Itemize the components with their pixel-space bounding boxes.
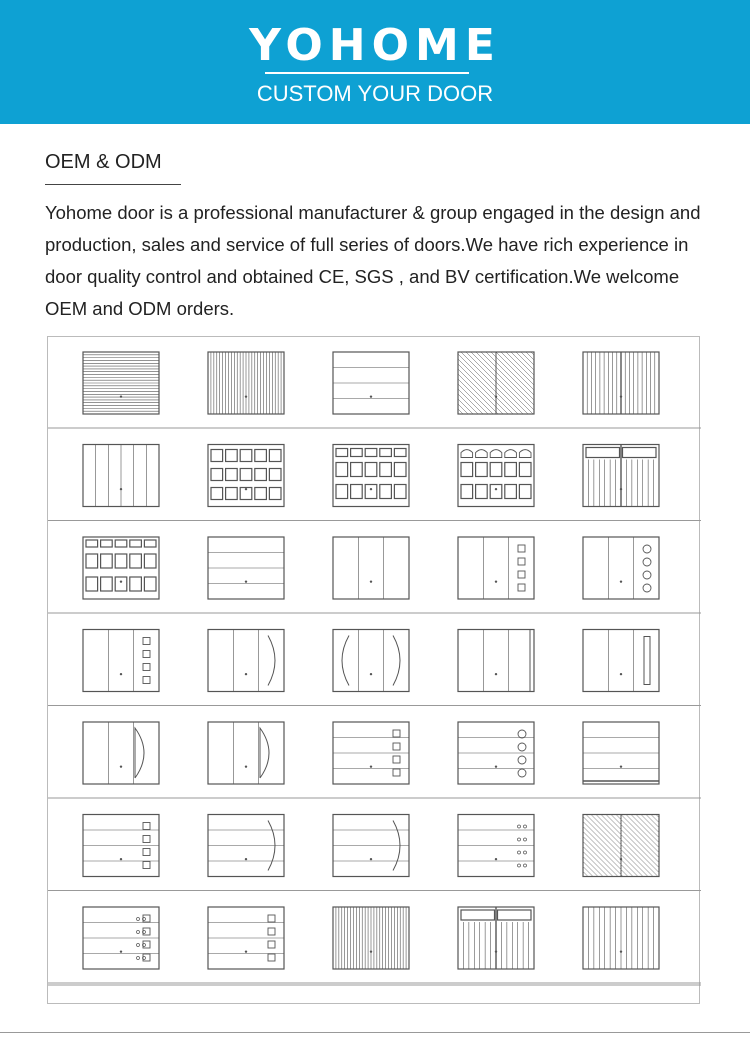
door-design-three-panel-side-strip [458, 630, 534, 692]
door-handle-icon [495, 673, 497, 675]
door-handle-icon [370, 950, 372, 952]
section-description: Yohome door is a professional manufacturer & group engaged in the design and production, sales and service of full series of doors.We have rich experience in door quality control and obtained CE, SGS , and BV certification.We welcome OEM and ODM orders. [45, 202, 701, 319]
header-banner [0, 0, 750, 124]
door-handle-icon [495, 488, 497, 490]
door-design-four-panel-dot-windows [458, 815, 534, 877]
door-design-three-panel-square-windows [458, 537, 534, 599]
door-handle-icon [245, 950, 247, 952]
door-handle-icon [120, 395, 122, 397]
door-handle-icon [120, 673, 122, 675]
door-design-four-panel-dot-square-windows [83, 907, 159, 969]
door-design-three-panel-round-windows [583, 537, 659, 599]
door-design-window-top-ribbed-split [458, 907, 534, 969]
section-title-underline [45, 184, 181, 185]
door-handle-icon [495, 858, 497, 860]
door-design-four-panel-round-windows [458, 722, 534, 784]
brand-divider [265, 72, 469, 74]
brand-logo: YOHOME [249, 20, 501, 71]
door-handle-icon [620, 765, 622, 767]
door-design-vertical-planks [83, 445, 159, 507]
door-handle-icon [495, 580, 497, 582]
door-handle-icon [620, 858, 622, 860]
door-handle-icon [620, 395, 622, 397]
door-design-vertical-planks-ribbed [583, 907, 659, 969]
door-design-three-panel-arc-window [208, 630, 284, 692]
door-design-diagonal-double [458, 352, 534, 414]
door-design-four-panel-flush [333, 352, 409, 414]
door-design-three-panel-square-windows [83, 630, 159, 692]
section-title: OEM & ODM [45, 151, 162, 173]
door-design-three-panel-tall-window [583, 630, 659, 692]
door-design-four-panel-arc-window [208, 815, 284, 877]
door-handle-icon [245, 395, 247, 397]
door-design-four-panel-square-windows [208, 907, 284, 969]
door-handle-icon [620, 488, 622, 490]
door-design-arched-windows-top-row [458, 445, 534, 507]
door-design-three-panel-double-arc [333, 630, 409, 692]
door-handle-icon [245, 488, 247, 490]
door-design-four-panel-flush-base [583, 722, 659, 784]
door-handle-icon [495, 765, 497, 767]
door-handle-icon [245, 673, 247, 675]
door-catalog [47, 336, 700, 1004]
door-handle-icon [370, 765, 372, 767]
door-design-four-panel-square-windows [83, 815, 159, 877]
door-handle-icon [620, 580, 622, 582]
door-handle-icon [370, 488, 372, 490]
door-handle-icon [120, 580, 122, 582]
door-design-three-panel-arch-window [208, 722, 284, 784]
door-design-three-panel-vertical [333, 537, 409, 599]
door-design-four-panel-arc-window [333, 815, 409, 877]
door-design-window-top-ribbed-split [583, 445, 659, 507]
door-handle-icon [120, 858, 122, 860]
door-design-four-panel-flush [208, 537, 284, 599]
page-bottom-divider [0, 1032, 750, 1033]
door-handle-icon [370, 580, 372, 582]
door-design-diagonal-double [583, 815, 659, 877]
door-handle-icon [495, 950, 497, 952]
door-catalog-drawing [48, 337, 701, 1005]
door-handle-icon [620, 950, 622, 952]
door-handle-icon [120, 488, 122, 490]
door-design-square-windows-top-row [333, 445, 409, 507]
door-design-four-panel-square-windows [333, 722, 409, 784]
door-design-vertical-ribbed-split [583, 352, 659, 414]
door-handle-icon [120, 950, 122, 952]
tagline: CUSTOM YOUR DOOR [256, 81, 494, 106]
door-handle-icon [495, 395, 497, 397]
door-handle-icon [120, 765, 122, 767]
door-handle-icon [370, 673, 372, 675]
door-handle-icon [620, 673, 622, 675]
door-handle-icon [245, 580, 247, 582]
door-design-vertical-ribbed [208, 352, 284, 414]
door-design-windows-top-panels [83, 537, 159, 599]
door-design-three-panel-arch-window [83, 722, 159, 784]
door-design-horizontal-ribbed [83, 352, 159, 414]
door-handle-icon [370, 858, 372, 860]
door-design-square-windows-three-rows [208, 445, 284, 507]
door-handle-icon [245, 765, 247, 767]
door-design-vertical-ribbed [333, 907, 409, 969]
door-handle-icon [370, 395, 372, 397]
door-handle-icon [245, 858, 247, 860]
